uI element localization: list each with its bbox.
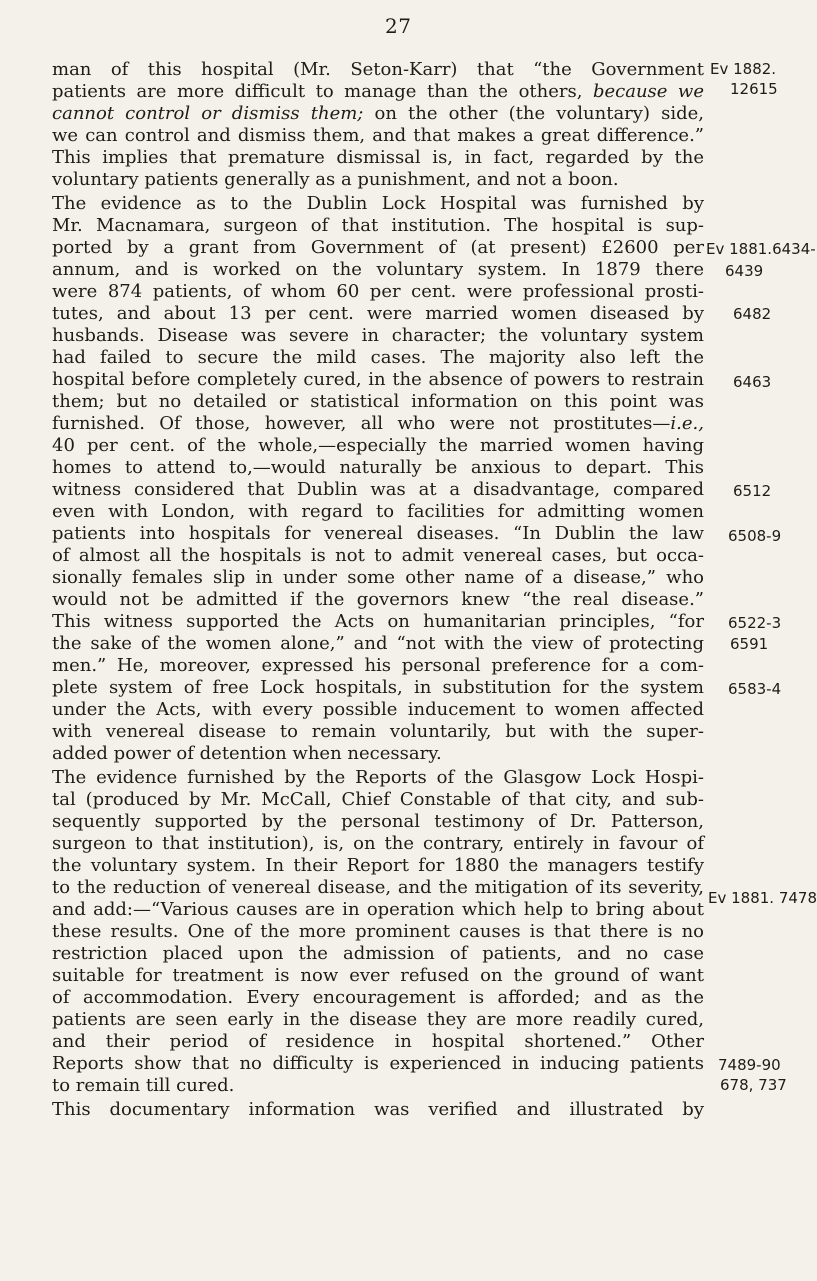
text-line: This witness supported the Acts on humanitarian principles, “for [52, 611, 704, 632]
text-line: The evidence as to the Dublin Lock Hospital was furnished by [52, 193, 704, 214]
text-line: cannot control or dismiss them; on the other (the voluntary) side, [52, 103, 704, 124]
margin-ref: 7489-90 [718, 1056, 781, 1074]
text-line: we can control and dismiss them, and that makes a great difference.” [52, 125, 704, 146]
text-line: restriction placed upon the admission of patients, and no case [52, 943, 704, 964]
margin-ref: 6522-3 [728, 614, 782, 632]
text-line: annum, and is worked on the voluntary system. In 1879 there [52, 259, 704, 280]
text-line: hospital before completely cured, in the absence of powers to restrain [52, 369, 704, 390]
margin-ref: 6463 [733, 373, 772, 391]
text-line: The evidence furnished by the Reports of the Glasgow Lock Hospi- [52, 767, 704, 788]
text-line: furnished. Of those, however, all who were not prostitutes—i.e., [52, 413, 704, 434]
text-line: voluntary patients generally as a punishment, and not a boon. [52, 169, 619, 190]
page-number: 27 [385, 14, 412, 38]
text-line: patients are seen early in the disease they are more readily cured, [52, 1009, 704, 1030]
text-line: suitable for treatment is now ever refused on the ground of want [52, 965, 704, 986]
text-line: men.” He, moreover, expressed his personal preference for a com- [52, 655, 704, 676]
margin-ref: 6508-9 [728, 527, 782, 545]
text-line: to remain till cured. [52, 1075, 235, 1096]
text-line: ported by a grant from Government of (at present) £2600 per [52, 237, 704, 258]
text-line: were 874 patients, of whom 60 per cent. were professional prosti- [52, 281, 704, 302]
text-line: would not be admitted if the governors knew “the real disease.” [52, 589, 704, 610]
margin-ref: 6591 [730, 635, 769, 653]
text-line: man of this hospital (Mr. Seton-Karr) that “the Government [52, 59, 704, 80]
text-line: tal (produced by Mr. McCall, Chief Constable of that city, and sub- [52, 789, 704, 810]
text-line: under the Acts, with every possible inducement to women affected [52, 699, 704, 720]
text-line: and add:—“Various causes are in operation which help to bring about [52, 899, 704, 920]
text-line: and their period of residence in hospital shortened.” Other [52, 1031, 704, 1052]
text-line: This implies that premature dismissal is, in fact, regarded by the [52, 147, 704, 168]
margin-ref: Ev 1881.6434- [706, 240, 816, 258]
text-line: the sake of the women alone,” and “not with the view of protecting [52, 633, 704, 654]
italic-phrase: cannot control or dismiss them; [52, 103, 364, 124]
text-line: patients into hospitals for venereal diseases. “In Dublin the law [52, 523, 704, 544]
text-line: with venereal disease to remain voluntarily, but with the super- [52, 721, 704, 742]
margin-ref: 12615 [730, 80, 778, 98]
text-line: the voluntary system. In their Report for 1880 the managers testify [52, 855, 704, 876]
text-line: of almost all the hospitals is not to admit venereal cases, but occa- [52, 545, 704, 566]
text-line: husbands. Disease was severe in character; the voluntary system [52, 325, 704, 346]
italic-phrase: i.e., [670, 413, 704, 434]
text-line: sequently supported by the personal testimony of Dr. Patterson, [52, 811, 704, 832]
text-line: even with London, with regard to facilities for admitting women [52, 501, 704, 522]
text-line: had failed to secure the mild cases. The majority also left the [52, 347, 704, 368]
margin-ref: Ev 1882. [710, 60, 777, 78]
margin-ref: 6583-4 [728, 680, 782, 698]
text-line: 40 per cent. of the whole,—especially the married women having [52, 435, 704, 456]
text-line: them; but no detailed or statistical information on this point was [52, 391, 704, 412]
text-line: homes to attend to,—would naturally be anxious to depart. This [52, 457, 704, 478]
text-line: surgeon to that institution), is, on the contrary, entirely in favour of [52, 833, 704, 854]
text-line: tutes, and about 13 per cent. were married women diseased by [52, 303, 704, 324]
text-line: plete system of free Lock hospitals, in substitution for the system [52, 677, 704, 698]
text-line: Mr. Macnamara, surgeon of that institution. The hospital is sup- [52, 215, 704, 236]
text-line: Reports show that no difficulty is experienced in inducing patients [52, 1053, 704, 1074]
text-line: This documentary information was verified and illustrated by [52, 1099, 704, 1120]
text-line: added power of detention when necessary. [52, 743, 442, 764]
text-line: these results. One of the more prominent causes is that there is no [52, 921, 704, 942]
margin-ref: 6512 [733, 482, 772, 500]
text-line: sionally females slip in under some other name of a disease,” who [52, 567, 704, 588]
text-line: patients are more difficult to manage than the others, because we [52, 81, 704, 102]
text-line: to the reduction of venereal disease, and the mitigation of its severity, [52, 877, 704, 898]
margin-ref: 6439 [725, 262, 764, 280]
italic-phrase: because we [592, 81, 704, 102]
margin-ref: 678, 737 [720, 1076, 787, 1094]
text-line: witness considered that Dublin was at a disadvantage, compared [52, 479, 704, 500]
margin-ref: 6482 [733, 305, 772, 323]
text-line: of accommodation. Every encouragement is afforded; and as the [52, 987, 704, 1008]
margin-ref: Ev 1881. 7478 [708, 889, 817, 907]
